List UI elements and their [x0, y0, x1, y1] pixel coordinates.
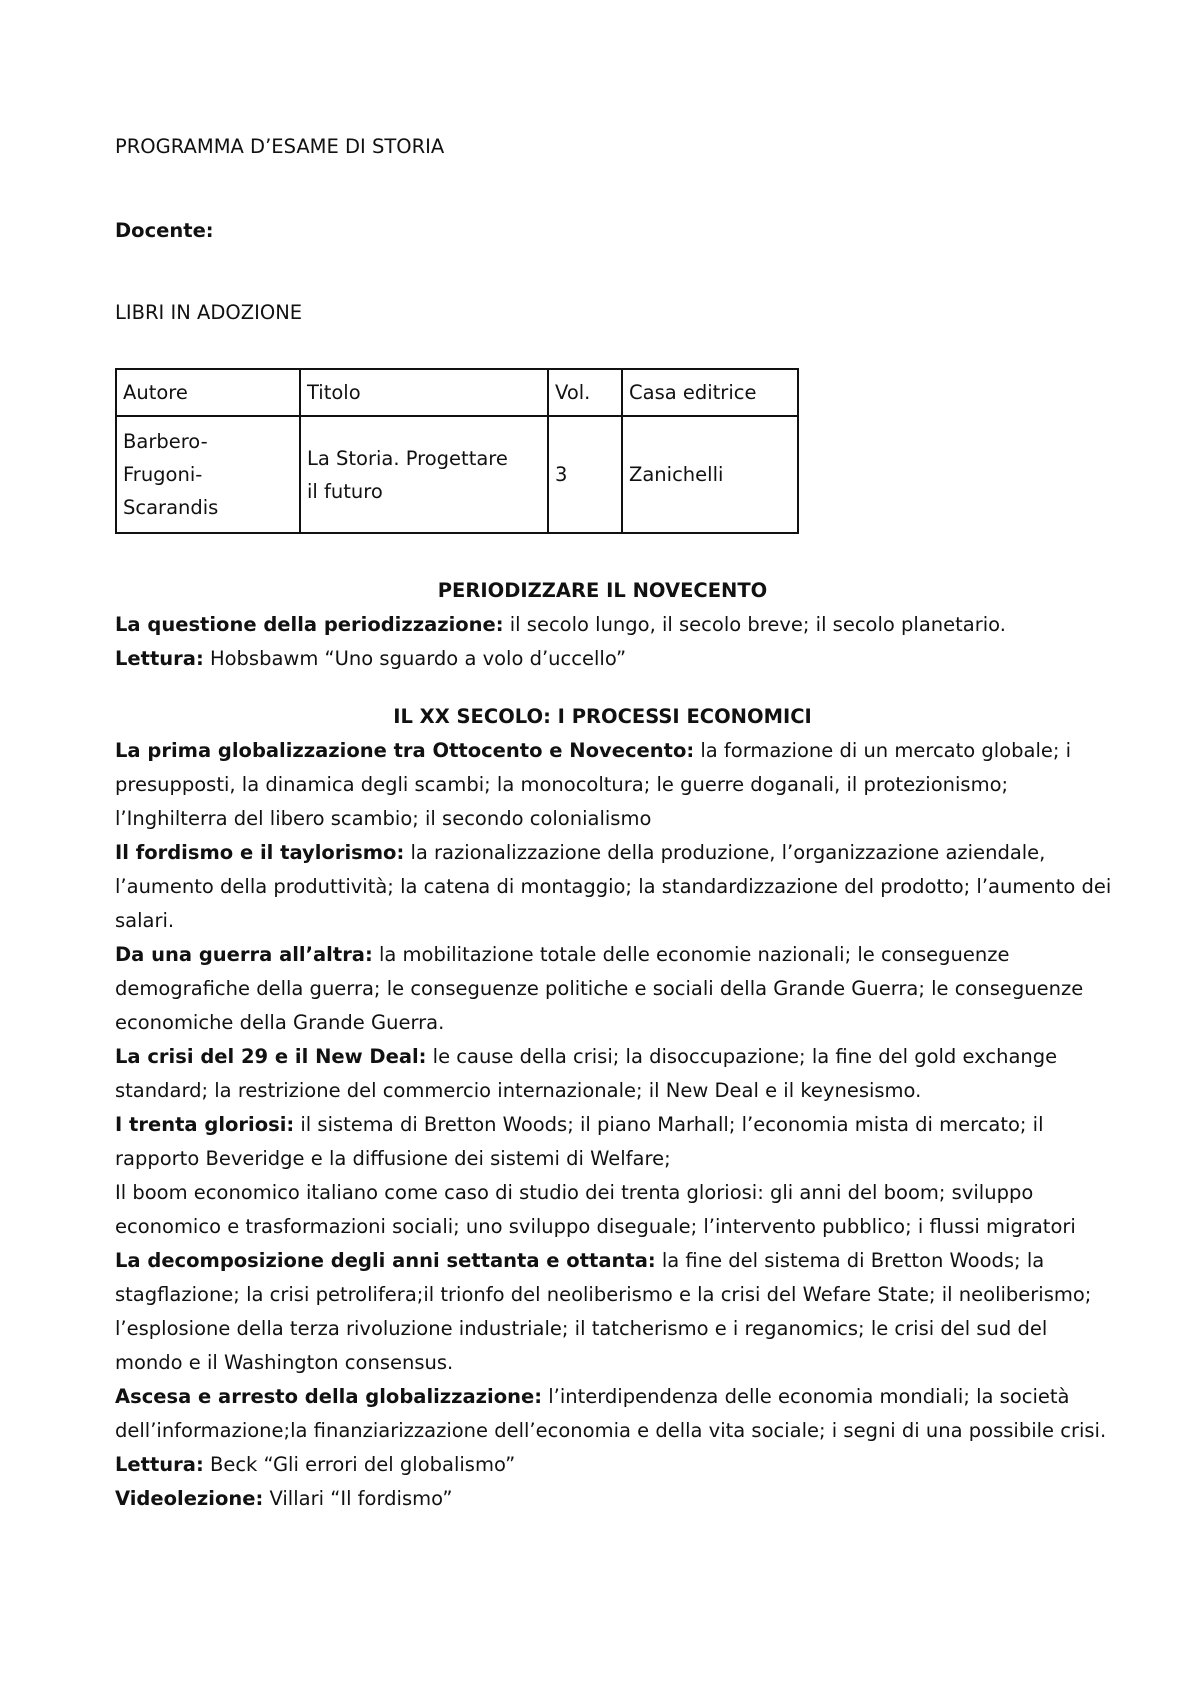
autore-line: Barbero-: [123, 430, 208, 453]
paragraph: [115, 938, 1115, 1040]
paragraph-label: La questione della periodizzazione:: [115, 613, 504, 636]
cell-vol: 3: [548, 416, 622, 533]
paragraph-label: Lettura:: [115, 1453, 204, 1476]
paragraph-label: La decomposizione degli anni settanta e ottanta:: [115, 1249, 656, 1272]
paragraph: [115, 836, 1115, 938]
table-row: [116, 416, 798, 533]
paragraph: [115, 734, 1115, 836]
autore-line: Frugoni-: [123, 463, 203, 486]
paragraph-label: Da una guerra all’altra:: [115, 943, 373, 966]
paragraph-text: la mobilitazione totale delle economie nazionali; le conseguenze demografiche della guerra; le conseguenze politiche e sociali della Grande Guerra; le conseguenze economiche della Grande Guerra.: [115, 943, 1084, 1034]
paragraph-text: la razionalizzazione della produzione, l’organizzazione aziendale, l’aumento della produttività; la catena di montaggio; la standardizzazione del prodotto; l’aumento dei salari.: [115, 841, 1112, 932]
header-vol: Vol.: [548, 369, 622, 416]
paragraph-label: Videolezione:: [115, 1487, 264, 1510]
paragraph-text: Hobsbawm “Uno sguardo a volo d’uccello”: [203, 647, 627, 670]
paragraph: [115, 1108, 1115, 1176]
header-autore: Autore: [116, 369, 300, 416]
paragraph-label: Ascesa e arresto della globalizzazione:: [115, 1385, 543, 1408]
paragraph-text: le cause della crisi; la disoccupazione; la fine del gold exchange standard; la restrizione del commercio internazionale; il New Deal e il keynesismo.: [115, 1045, 1058, 1102]
table-header-row: [116, 369, 798, 416]
paragraph: [115, 1040, 1115, 1108]
paragraph-text: Villari “Il fordismo”: [263, 1487, 453, 1510]
docente-label: Docente:: [115, 219, 214, 242]
paragraph-text: la formazione di un mercato globale; i presupposti, la dinamica degli scambi; la monocoltura; le guerre doganali, il protezionismo; l’Inghilterra del libero scambio; il secondo colonialismo: [115, 739, 1072, 830]
section-processi-economici: [115, 700, 1115, 1516]
paragraph-text: il secolo lungo, il secolo breve; il secolo planetario.: [503, 613, 1006, 636]
paragraph-label: La prima globalizzazione tra Ottocento e Novecento:: [115, 739, 695, 762]
paragraph-label: La crisi del 29 e il New Deal:: [115, 1045, 427, 1068]
paragraph-text: Il boom economico italiano come caso di studio dei trenta gloriosi: gli anni del boom; sviluppo economico e trasformazioni sociali; uno sviluppo diseguale; l’intervento pubblico; i flussi migratori: [115, 1181, 1076, 1238]
header-titolo: Titolo: [300, 369, 548, 416]
libri-label: LIBRI IN ADOZIONE: [115, 301, 303, 324]
section-periodizzare: [115, 574, 1115, 676]
paragraph: [115, 1448, 1115, 1482]
paragraph: [115, 1176, 1115, 1244]
section-heading: IL XX SECOLO: I PROCESSI ECONOMICI: [393, 705, 812, 728]
paragraph-label: I trenta gloriosi:: [115, 1113, 295, 1136]
document-title: PROGRAMMA D’ESAME DI STORIA: [115, 135, 445, 158]
paragraph: [115, 642, 1115, 676]
paragraph: [115, 608, 1115, 642]
paragraph: [115, 1482, 1115, 1516]
books-table: [115, 368, 799, 534]
section-heading: PERIODIZZARE IL NOVECENTO: [437, 579, 768, 602]
paragraph: [115, 1244, 1115, 1380]
paragraph-text: Beck “Gli errori del globalismo”: [203, 1453, 516, 1476]
paragraph-label: Lettura:: [115, 647, 204, 670]
autore-line: Scarandis: [123, 496, 219, 519]
paragraph-text: il sistema di Bretton Woods; il piano Marhall; l’economia mista di mercato; il rapporto Beveridge e la diffusione dei sistemi di Welfare;: [115, 1113, 1044, 1170]
paragraph-text: la fine del sistema di Bretton Woods; la stagflazione; la crisi petrolifera;il trionfo del neoliberismo e la crisi del Wefare State; il neoliberismo; l’esplosione della terza rivoluzione industriale; il tatcherismo e i reganomics; le crisi del sud del mondo e il Washington consensus.: [115, 1249, 1092, 1374]
paragraph-text: l’interdipendenza delle economia mondiali; la società dell’informazione;la finanziarizzazione dell’economia e della vita sociale; i segni di una possibile crisi.: [115, 1385, 1107, 1442]
cell-titolo: [300, 416, 548, 533]
titolo-line: La Storia. Progettare: [307, 446, 508, 470]
header-casa: Casa editrice: [622, 369, 798, 416]
cell-casa: Zanichelli: [622, 416, 798, 533]
titolo-line: il futuro: [307, 479, 383, 503]
paragraph: [115, 1380, 1115, 1448]
paragraph-label: Il fordismo e il taylorismo:: [115, 841, 405, 864]
cell-autore: [116, 416, 300, 533]
